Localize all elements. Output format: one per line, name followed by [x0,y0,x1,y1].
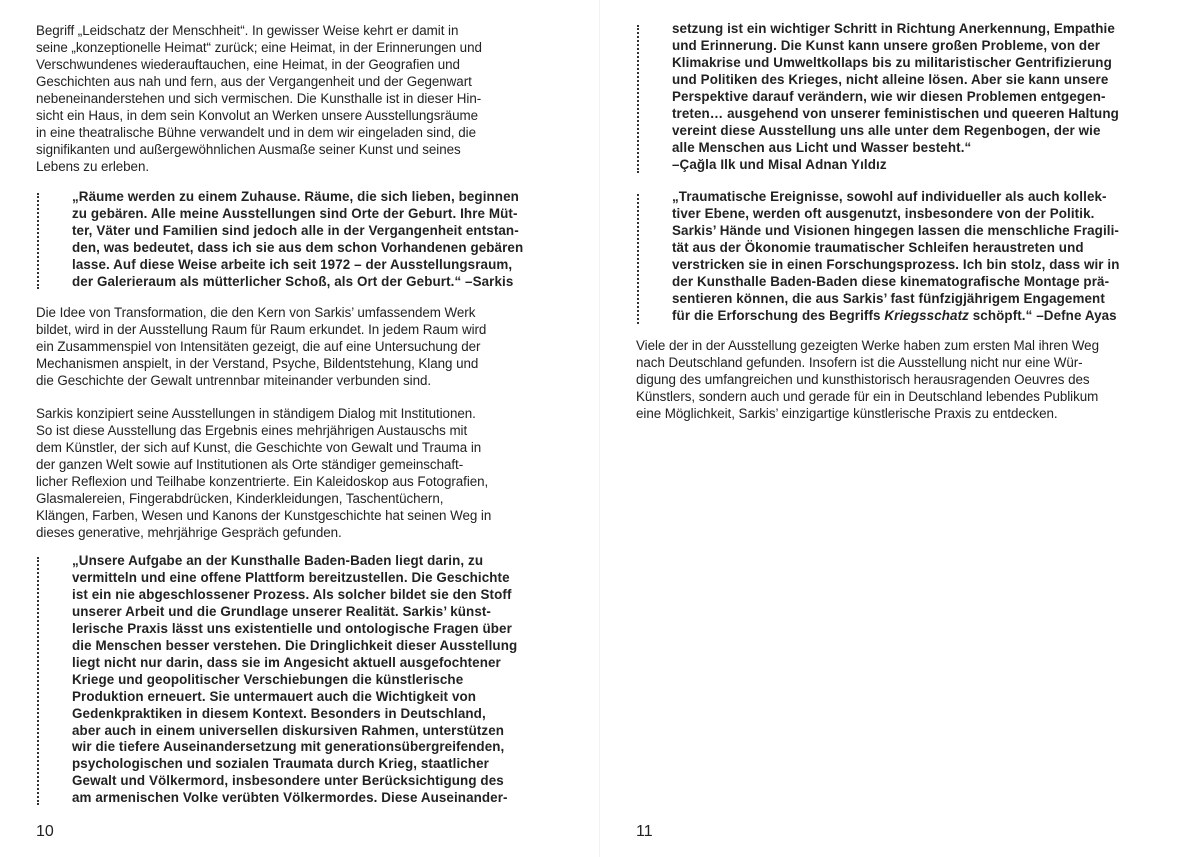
text-line: alle Menschen aus Licht und Wasser besteht.“ [672,139,972,155]
text-line: Gedenkpraktiken in diesem Kontext. Besonders in Deutschland, [72,705,486,721]
text-line: unserer Arbeit und die Grundlage unserer Realität. Sarkis’ künst- [72,603,491,619]
text-line: Geschichten aus nah und fern, aus der Vergangenheit und der Gegenwart [36,73,472,89]
text-line: aber auch in einem universellen diskursiven Rahmen, unterstützen [72,722,505,738]
text-line: verstricken sie in einen Forschungsprozess. Ich bin stolz, dass wir in [672,256,1120,272]
text-line: Klängen, Farben, Wesen und Kanons der Kunstgeschichte hat seinen Weg in [36,507,492,523]
text-line: zu gebären. Alle meine Ausstellungen sind Orte der Geburt. Ihre Müt- [72,205,518,221]
quote-text: für die Erforschung des Begriffs [672,307,885,323]
text-line: Kriege und geopolitischer Verschiebungen die künstlerische [72,671,464,687]
text-line: setzung ist ein wichtiger Schritt in Richtung Anerkennung, Empathie [672,21,1115,36]
text-line: Gewalt und Völkermord, insbesondere unter Berücksichtigung des [72,773,504,789]
quote-ayas-last-line [672,308,1120,325]
quote-ayas [672,189,1120,325]
text-line: Glasmalereien, Fingerabdrücken, Kinderkleidungen, Taschentüchern, [36,490,444,506]
text-line: und Erinnerung. Die Kunst kann unsere großen Probleme, von der [672,37,1101,53]
text-line: Verschwundenes wiederauftauchen, eine Heimat, in der Geografien und [36,56,460,72]
quote-rule [637,194,639,324]
text-line: vermitteln und eine offene Plattform bereitzustellen. Die Geschichte [72,569,510,585]
text-line: tät aus der Ökonomie traumatischer Schleifen heraustreten und [672,239,1084,255]
text-line: wir die tiefere Auseinandersetzung mit generationsübergreifenden, [72,739,505,755]
text-line: Klimakrise und Umweltkollaps bis zu militaristischer Gentrifizierung [672,54,1112,70]
paragraph-closing [636,338,1099,423]
text-line: ist ein nie abgeschlossener Prozess. Als solcher bildet sie den Stoff [72,586,512,602]
quote-rule [37,193,39,289]
text-line: der ganzen Welt sowie auf Institutionen als Orte ständiger gemeinschaft- [36,456,464,472]
text-line: Viele der in der Ausstellung gezeigten Werke haben zum ersten Mal ihren Weg [636,338,1099,353]
text-line: ter, Väter und Familien sind jedoch alle in der Vergangenheit entstan- [72,222,519,238]
text-line: dem Künstler, der sich auf Kunst, die Geschichte von Gewalt und Trauma in [36,439,482,455]
paragraph-intro [36,23,482,176]
text-line: licher Reflexion und Teilhabe konzentrierte. Ein Kaleidoskop aus Fotografien, [36,473,489,489]
text-line: sicht ein Haus, in dem sein Konvolut an Werken unsere Ausstellungsräume [36,107,479,123]
text-line: treten… ausgehend von unserer feministischen und queeren Haltung [672,105,1119,121]
text-line: Sarkis’ Hände und Visionen hingegen lassen die menschliche Fragili- [672,222,1119,238]
text-line: bildet, wird in der Ausstellung Raum für Raum erkundet. In jedem Raum wird [36,321,487,337]
text-line: vereint diese Ausstellung uns alle unter dem Regenbogen, der wie [672,122,1101,138]
text-line: So ist diese Ausstellung das Ergebnis eines mehrjährigen Austauschs mit [36,422,468,438]
text-line: Lebens zu erleben. [36,158,150,174]
text-line: der Galerieraum als mütterlicher Schoß, als Ort der Geburt.“ –Sarkis [72,273,514,289]
text-line: Perspektive darauf verändern, wie wir diesen Problemen entgegen- [672,88,1106,104]
page-number: 11 [636,823,653,840]
quote-kunsthalle-continued [672,21,1119,174]
text-line: ein Zusammenspiel von Intensitäten gezeigt, die auf eine Untersuchung der [36,338,481,354]
text-line: Die Idee von Transformation, die den Kern von Sarkis’ umfassendem Werk [36,305,476,320]
text-line: dieses generative, mehrjährige Gespräch gefunden. [36,524,342,540]
text-line: am armenischen Volke verübten Völkermordes. Diese Auseinander- [72,790,508,806]
text-line: „Traumatische Ereignisse, sowohl auf individueller als auch kollek- [672,189,1107,204]
quote-sarkis [72,189,523,291]
text-line: signifikanten und außergewöhnlichen Ausmaße seiner Kunst und seines [36,141,461,157]
text-line: sentieren können, die aus Sarkis’ fast fünfzigjährigem Engagement [672,290,1105,306]
text-line: psychologischen und sozialen Traumata durch Krieg, staatlicher [72,756,489,772]
quote-rule [37,557,39,805]
text-line: nebeneinanderstehen und sich vermischen. Die Kunsthalle ist in dieser Hin- [36,90,482,106]
quote-rule [637,25,639,173]
text-line: lerische Praxis lässt uns existentielle und ontologische Fragen über [72,620,512,636]
text-line: eine Möglichkeit, Sarkis’ einzigartige künstlerische Praxis zu entdecken. [636,405,1058,421]
text-line: lasse. Auf diese Weise arbeite ich seit 1972 – der Ausstellungsraum, [72,256,513,272]
text-line: die Geschichte der Gewalt untrennbar miteinander verbunden sind. [36,372,432,388]
text-line: seine „konzeptionelle Heimat“ zurück; eine Heimat, in der Erinnerungen und [36,39,482,55]
text-line: Mechanismen anspielt, in der Verstand, Psyche, Bildentstehung, Klang und [36,355,479,371]
quote-italic-term: Kriegsschatz [884,307,969,323]
right-page [600,0,1200,857]
text-line: digung des umfangreichen und kunsthistorisch herausragenden Oeuvres des [636,371,1090,387]
text-line: „Unsere Aufgabe an der Kunsthalle Baden-Baden liegt darin, zu [72,553,484,568]
text-line: tiver Ebene, werden oft ausgenutzt, insbesondere von der Politik. [672,205,1095,221]
paragraph-dialog [36,406,491,542]
text-line: liegt nicht nur darin, dass sie im Angesicht aktuell ausgefochtener [72,654,501,670]
text-line: Produktion erneuert. Sie untermauert auch die Wichtigkeit von [72,688,477,704]
text-line: den, was bedeutet, dass ich sie aus dem schon Vorhandenen gebären [72,239,524,255]
text-line: Sarkis konzipiert seine Ausstellungen in ständigem Dialog mit Institutionen. [36,406,476,421]
page-number: 10 [36,823,54,840]
text-line: Künstlers, sondern auch und gerade für ein in Deutschland lebendes Publikum [636,388,1099,404]
paragraph-transformation [36,305,486,390]
text-line: in eine theatralische Bühne verwandelt und in dem wir eingeladen sind, die [36,124,476,140]
text-line: der Kunsthalle Baden-Baden diese kinematografische Montage prä- [672,273,1110,289]
text-line: Begriff „Leidschatz der Menschheit“. In gewisser Weise kehrt er damit in [36,23,459,38]
text-line: die Menschen besser verstehen. Die Dringlichkeit dieser Ausstellung [72,637,518,653]
quote-attribution: schöpft.“ –Defne Ayas [968,307,1117,323]
text-line: nach Deutschland gefunden. Insofern ist die Ausstellung nicht nur eine Wür- [636,354,1083,370]
text-line: „Räume werden zu einem Zuhause. Räume, die sich lieben, beginnen [72,189,519,204]
text-line: –Çağla Ilk und Misal Adnan Yıldız [672,156,887,172]
text-line: und Politiken des Krieges, nicht alleine lösen. Aber sie kann unsere [672,71,1109,87]
quote-kunsthalle [72,553,517,807]
